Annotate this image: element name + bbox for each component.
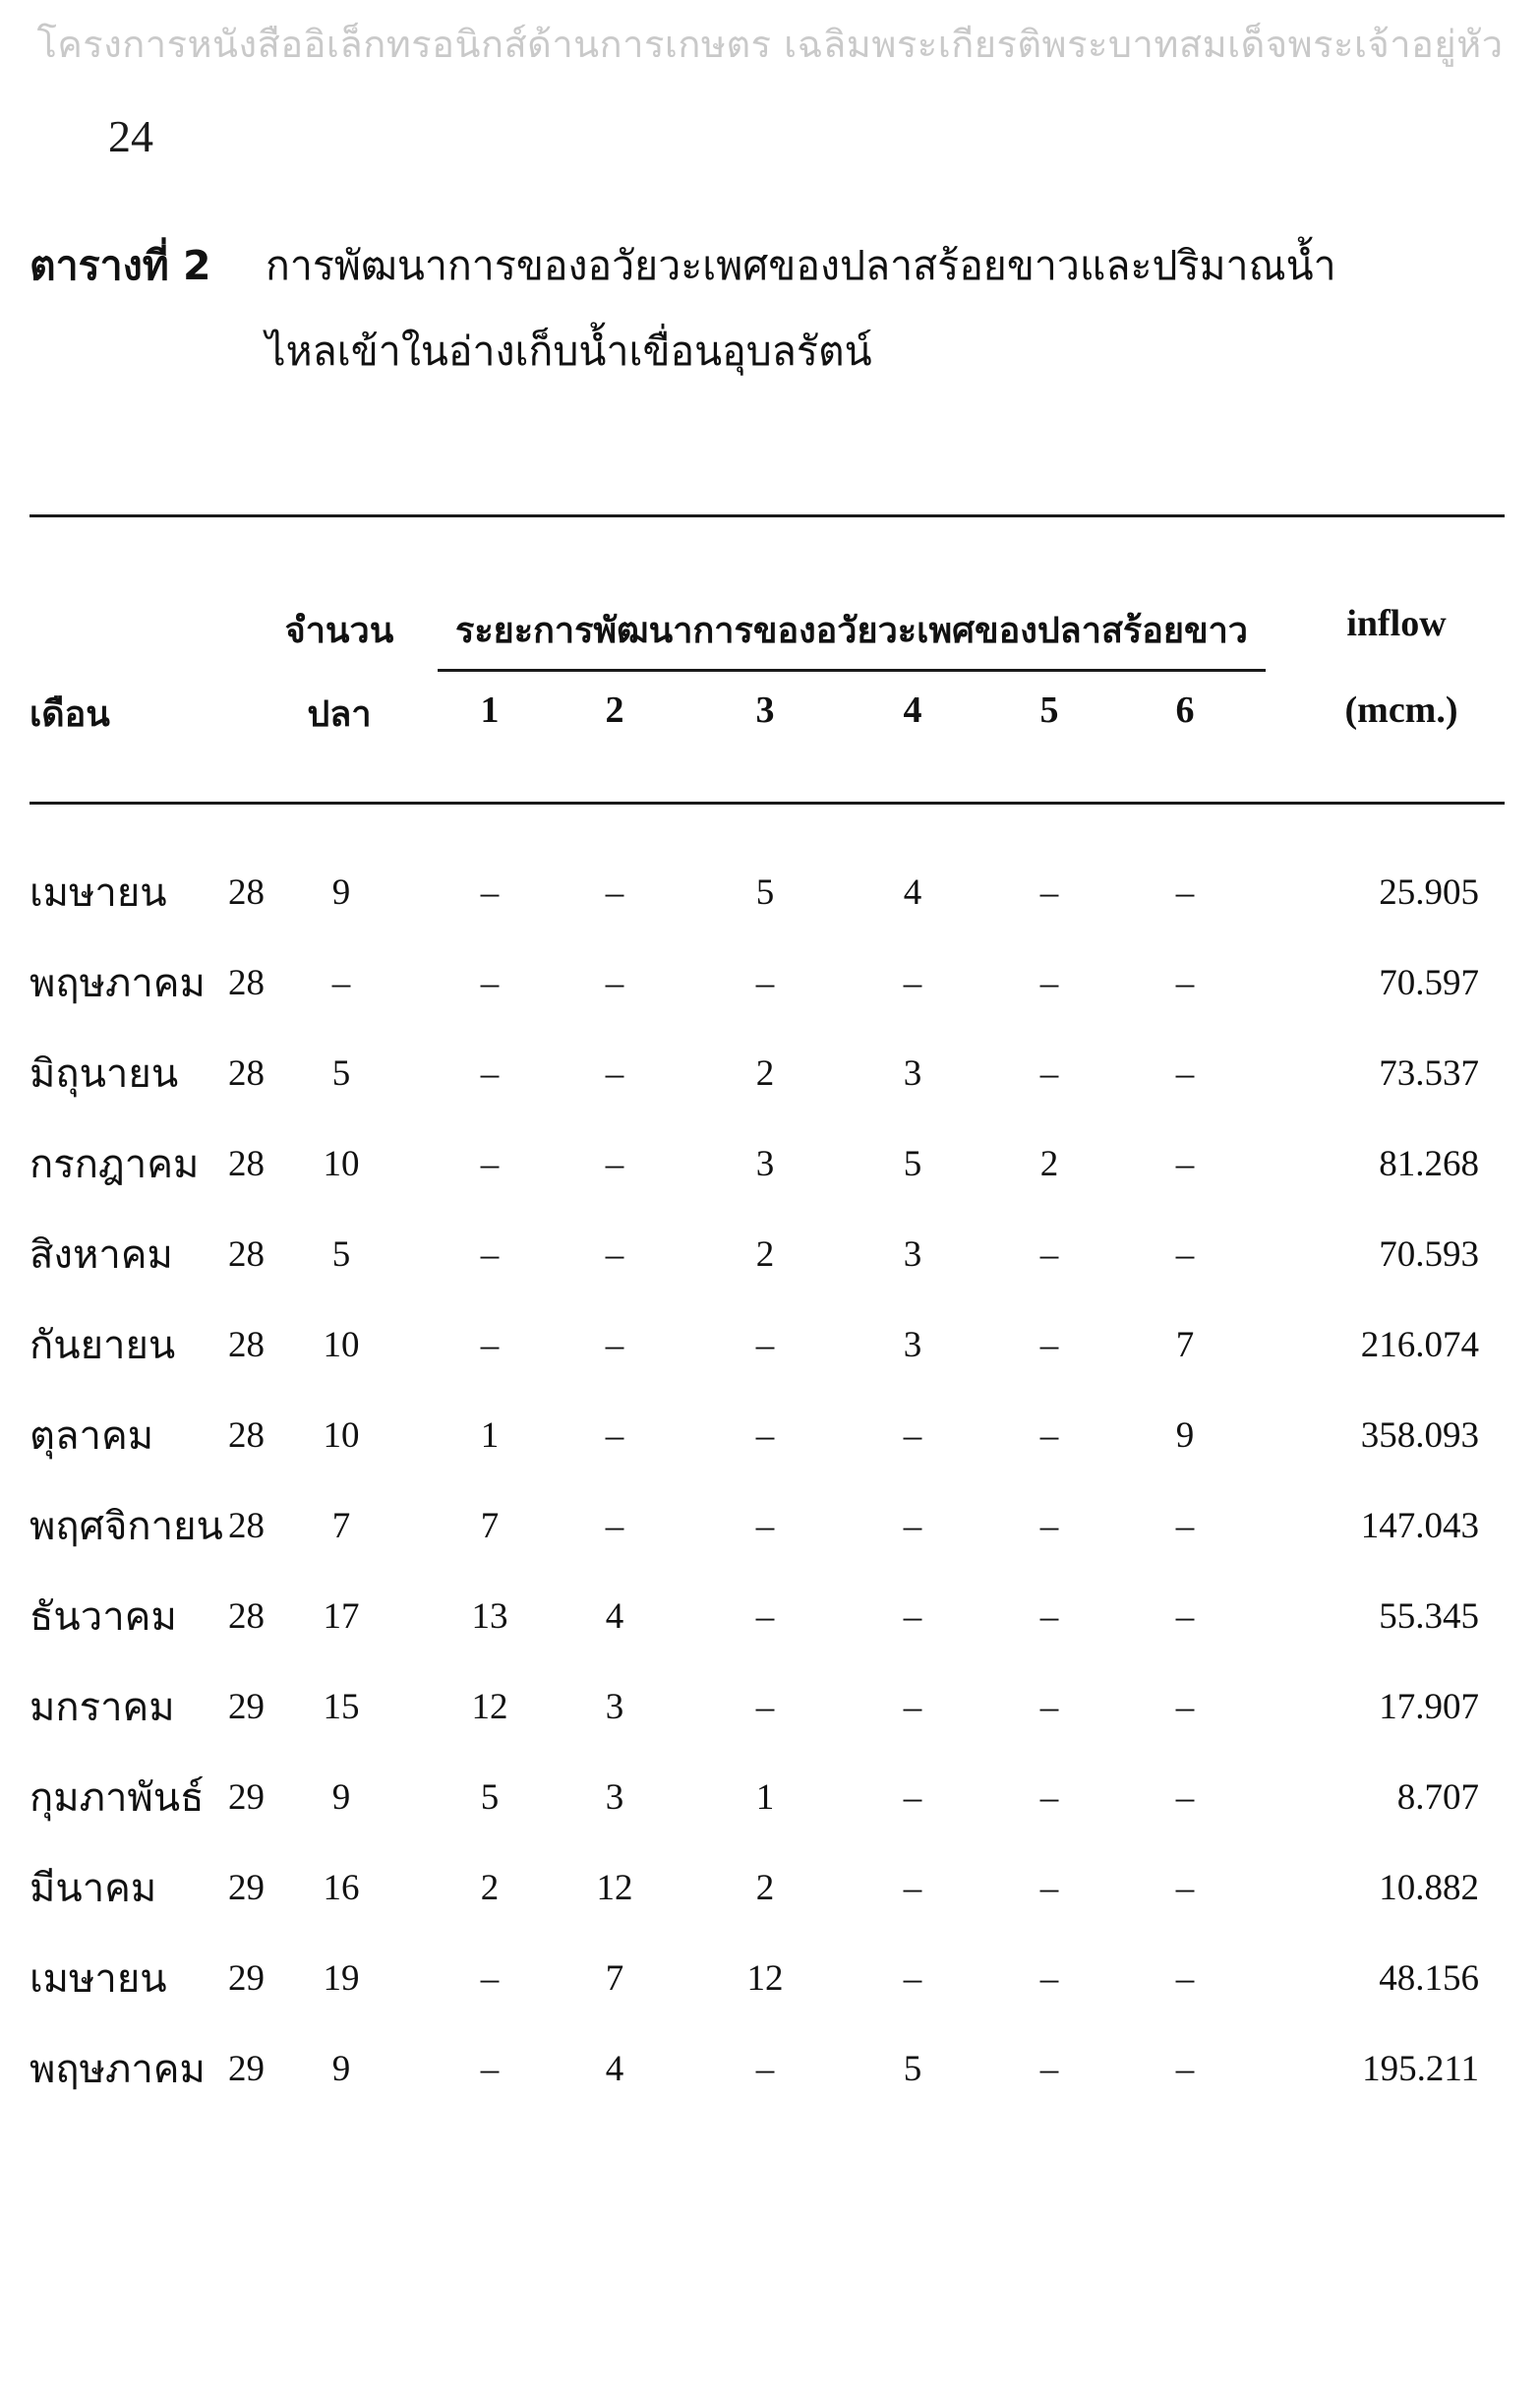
stage-1-cell: 5 — [480, 1777, 500, 1818]
stage-1-cell: 13 — [471, 1596, 508, 1637]
stage-2-cell: – — [605, 963, 624, 1003]
stage-4-cell: – — [903, 1506, 922, 1546]
stage-1-cell: – — [480, 1325, 500, 1365]
month-cell: มิถุนายน — [30, 1051, 179, 1097]
year-cell: 29 — [228, 1687, 265, 1727]
month-cell: สิงหาคม — [30, 1232, 173, 1278]
table-row — [0, 1137, 1540, 1216]
inflow-cell: 70.593 — [1379, 1234, 1479, 1275]
stage-4-cell: 3 — [903, 1053, 922, 1094]
stage-4-cell: – — [903, 1777, 922, 1818]
year-cell: 28 — [228, 1053, 265, 1094]
year-cell: 28 — [228, 1506, 265, 1546]
inflow-cell: 216.074 — [1360, 1325, 1479, 1365]
stage-3-cell: – — [755, 1506, 775, 1546]
count-cell: 5 — [331, 1053, 351, 1094]
inflow-cell: 8.707 — [1396, 1777, 1479, 1818]
inflow-cell: 81.268 — [1379, 1144, 1479, 1184]
stage-2-cell: 3 — [605, 1687, 624, 1727]
stage-5-cell: – — [1039, 1415, 1059, 1456]
stage-5-cell: – — [1039, 2049, 1059, 2089]
stage-4-cell: 3 — [903, 1234, 922, 1275]
stage-6-cell: – — [1175, 1868, 1195, 1908]
inflow-cell: 17.907 — [1379, 1687, 1479, 1727]
header-stage-3: 3 — [755, 690, 775, 731]
stage-5-cell: – — [1039, 1687, 1059, 1727]
year-cell: 28 — [228, 1415, 265, 1456]
month-cell: เมษายน — [30, 1956, 167, 2002]
stage-1-cell: 12 — [471, 1687, 508, 1727]
inflow-cell: 358.093 — [1360, 1415, 1479, 1456]
year-cell: 28 — [228, 1144, 265, 1184]
stage-6-cell: – — [1175, 1687, 1195, 1727]
stage-5-cell: – — [1039, 963, 1059, 1003]
stage-6-cell: – — [1175, 1777, 1195, 1818]
stage-5-cell: – — [1039, 1868, 1059, 1908]
year-cell: 29 — [228, 1777, 265, 1818]
table-row — [0, 1047, 1540, 1125]
stage-2-cell: – — [605, 872, 624, 913]
table-row — [0, 1318, 1540, 1397]
header-count-bottom: ปลา — [307, 694, 372, 735]
stage-4-cell: – — [903, 1958, 922, 1999]
stage-5-cell: – — [1039, 1234, 1059, 1275]
table-header-rule — [30, 802, 1505, 805]
count-cell: 5 — [331, 1234, 351, 1275]
table-row — [0, 1409, 1540, 1487]
stage-3-cell: – — [755, 1415, 775, 1456]
month-cell: เมษายน — [30, 870, 167, 916]
month-cell: กรกฎาคม — [30, 1142, 200, 1187]
month-cell: พฤษภาคม — [30, 961, 206, 1006]
table-row — [0, 1951, 1540, 2030]
count-cell: 7 — [331, 1506, 351, 1546]
month-cell: พฤษภาคม — [30, 2047, 206, 2092]
table-row — [0, 1499, 1540, 1578]
stage-6-cell: – — [1175, 1234, 1195, 1275]
stage-3-cell: 3 — [755, 1144, 775, 1184]
stage-4-cell: 5 — [903, 1144, 922, 1184]
stage-4-cell: – — [903, 1868, 922, 1908]
stage-1-cell: 2 — [480, 1868, 500, 1908]
stage-3-cell: – — [755, 1325, 775, 1365]
inflow-cell: 147.043 — [1360, 1506, 1479, 1546]
count-cell: 15 — [323, 1687, 360, 1727]
stage-6-cell: – — [1175, 1506, 1195, 1546]
stage-2-cell: – — [605, 1234, 624, 1275]
table-row — [0, 1590, 1540, 1668]
month-cell: กุมภาพันธ์ — [30, 1775, 205, 1821]
stage-4-cell: – — [903, 1596, 922, 1637]
header-stage-4: 4 — [903, 690, 922, 731]
year-cell: 28 — [228, 1234, 265, 1275]
stage-6-cell: – — [1175, 1144, 1195, 1184]
stage-5-cell: 2 — [1039, 1144, 1059, 1184]
month-cell: พฤศจิกายน — [30, 1504, 223, 1549]
stage-1-cell: – — [480, 1234, 500, 1275]
stage-1-cell: – — [480, 963, 500, 1003]
table-row — [0, 1770, 1540, 1849]
inflow-cell: 10.882 — [1379, 1868, 1479, 1908]
header-stage-5: 5 — [1039, 690, 1059, 731]
count-cell: 9 — [331, 872, 351, 913]
month-cell: มีนาคม — [30, 1866, 157, 1911]
stage-2-cell: 12 — [596, 1868, 633, 1908]
stage-4-cell: 5 — [903, 2049, 922, 2089]
table-row — [0, 1228, 1540, 1306]
month-cell: ตุลาคม — [30, 1413, 154, 1459]
header-stage-2: 2 — [605, 690, 624, 731]
stage-4-cell: – — [903, 1415, 922, 1456]
stage-4-cell: – — [903, 963, 922, 1003]
header-month: เดือน — [30, 694, 110, 735]
count-cell: 19 — [323, 1958, 360, 1999]
count-cell: 10 — [323, 1144, 360, 1184]
stage-6-cell: 9 — [1175, 1415, 1195, 1456]
year-cell: 29 — [228, 1868, 265, 1908]
table-row — [0, 1861, 1540, 1940]
stage-1-cell: – — [480, 1144, 500, 1184]
table-caption-label: ตารางที่ 2 — [30, 242, 211, 289]
stage-1-cell: – — [480, 1053, 500, 1094]
stage-5-cell: – — [1039, 872, 1059, 913]
month-cell: กันยายน — [30, 1323, 176, 1368]
stage-5-cell: – — [1039, 1053, 1059, 1094]
stage-2-cell: – — [605, 1415, 624, 1456]
table-caption-line-2: ไหลเข้าในอ่างเก็บน้ำเขื่อนอุบลรัตน์ — [266, 328, 872, 375]
header-inflow-bottom: (mcm.) — [1344, 690, 1458, 731]
header-stage-group: ระยะการพัฒนาการของอวัยวะเพศของปลาสร้อยขาว — [454, 611, 1249, 651]
header-inflow-top: inflow — [1346, 603, 1447, 644]
header-stage-1: 1 — [480, 690, 500, 731]
stage-3-cell: 12 — [746, 1958, 784, 1999]
year-cell: 29 — [228, 2049, 265, 2089]
stage-4-cell: – — [903, 1687, 922, 1727]
stage-4-cell: 3 — [903, 1325, 922, 1365]
table-row — [0, 866, 1540, 944]
count-cell: 10 — [323, 1415, 360, 1456]
stage-3-cell: – — [755, 963, 775, 1003]
stage-group-rule — [438, 669, 1266, 672]
count-cell: 10 — [323, 1325, 360, 1365]
stage-2-cell: 4 — [605, 2049, 624, 2089]
stage-5-cell: – — [1039, 1506, 1059, 1546]
stage-1-cell: 1 — [480, 1415, 500, 1456]
stage-3-cell: 5 — [755, 872, 775, 913]
stage-2-cell: 4 — [605, 1596, 624, 1637]
stage-2-cell: – — [605, 1053, 624, 1094]
stage-2-cell: 3 — [605, 1777, 624, 1818]
inflow-cell: 25.905 — [1379, 872, 1479, 913]
stage-6-cell: – — [1175, 1958, 1195, 1999]
table-row — [0, 2042, 1540, 2121]
stage-1-cell: – — [480, 1958, 500, 1999]
month-cell: มกราคม — [30, 1685, 175, 1730]
year-cell: 29 — [228, 1958, 265, 1999]
month-cell: ธันวาคม — [30, 1594, 177, 1640]
stage-3-cell: – — [755, 1687, 775, 1727]
stage-2-cell: 7 — [605, 1958, 624, 1999]
stage-2-cell: – — [605, 1325, 624, 1365]
stage-3-cell: – — [755, 2049, 775, 2089]
stage-2-cell: – — [605, 1144, 624, 1184]
year-cell: 28 — [228, 1596, 265, 1637]
year-cell: 28 — [228, 872, 265, 913]
table-top-rule — [30, 514, 1505, 517]
stage-3-cell: 2 — [755, 1053, 775, 1094]
header-stage-6: 6 — [1175, 690, 1195, 731]
stage-5-cell: – — [1039, 1777, 1059, 1818]
watermark-text: โครงการหนังสืออิเล็กทรอนิกส์ด้านการเกษตร เฉลิมพระเกียรติพระบาทสมเด็จพระเจ้าอยู่หัว — [36, 23, 1504, 66]
stage-5-cell: – — [1039, 1596, 1059, 1637]
stage-6-cell: – — [1175, 1596, 1195, 1637]
inflow-cell: 73.537 — [1379, 1053, 1479, 1094]
stage-6-cell: – — [1175, 2049, 1195, 2089]
stage-3-cell: 1 — [755, 1777, 775, 1818]
stage-4-cell: 4 — [903, 872, 922, 913]
stage-5-cell: – — [1039, 1958, 1059, 1999]
count-cell: 16 — [323, 1868, 360, 1908]
stage-5-cell: – — [1039, 1325, 1059, 1365]
inflow-cell: 195.211 — [1362, 2049, 1479, 2089]
inflow-cell: 70.597 — [1379, 963, 1479, 1003]
inflow-cell: 55.345 — [1379, 1596, 1479, 1637]
table-row — [0, 956, 1540, 1035]
table-caption-line-1: การพัฒนาการของอวัยวะเพศของปลาสร้อยขาวและปริมาณน้ำ — [266, 242, 1336, 289]
count-cell: 9 — [331, 1777, 351, 1818]
count-cell: – — [331, 963, 351, 1003]
count-cell: 17 — [323, 1596, 360, 1637]
stage-3-cell: 2 — [755, 1234, 775, 1275]
year-cell: 28 — [228, 963, 265, 1003]
table-row — [0, 1680, 1540, 1759]
stage-6-cell: 7 — [1175, 1325, 1195, 1365]
inflow-cell: 48.156 — [1379, 1958, 1479, 1999]
stage-3-cell: – — [755, 1596, 775, 1637]
stage-1-cell: – — [480, 2049, 500, 2089]
year-cell: 28 — [228, 1325, 265, 1365]
stage-3-cell: 2 — [755, 1868, 775, 1908]
stage-6-cell: – — [1175, 872, 1195, 913]
stage-6-cell: – — [1175, 1053, 1195, 1094]
stage-1-cell: – — [480, 872, 500, 913]
count-cell: 9 — [331, 2049, 351, 2089]
stage-6-cell: – — [1175, 963, 1195, 1003]
stage-2-cell: – — [605, 1506, 624, 1546]
stage-1-cell: 7 — [480, 1506, 500, 1546]
page-number: 24 — [108, 111, 153, 161]
header-count-top: จำนวน — [284, 611, 394, 651]
